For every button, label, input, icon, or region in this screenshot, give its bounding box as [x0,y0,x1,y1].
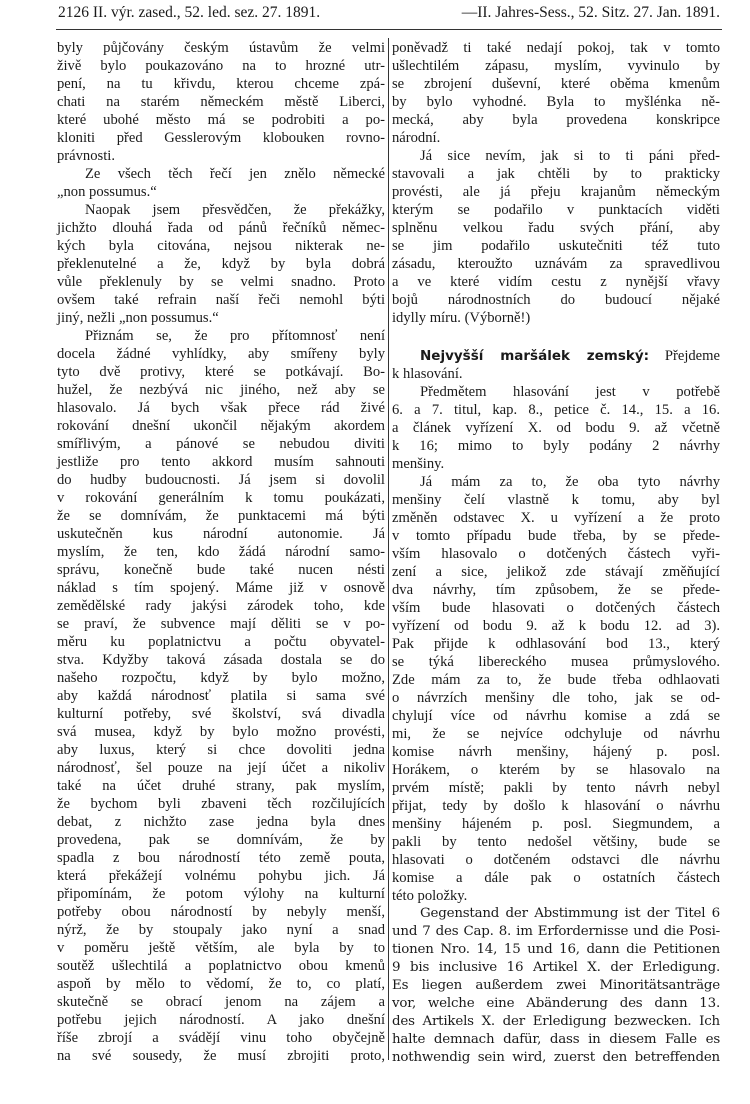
speaker-text: Přejdeme [649,348,720,364]
paragraph-gap [392,327,720,347]
paragraph [392,383,720,473]
text-line: vor, welche eine Abänderung des dann 13. [392,996,720,1011]
text-line: hlasovalo. Já bych však přece rád živé [57,400,385,416]
text-line: kulturní potřeby, své školství, svá divadla [57,706,385,722]
paragraph [392,39,720,147]
text-line: halte demnach dafür, dass in diesem Falle es [392,1032,720,1047]
text-line: které ubohé město má se podrobiti a po- [57,112,385,128]
text-line: této položky. [392,888,468,904]
text-line: menšiny hájeném p. posl. Siegmundem, a [392,816,720,832]
speaker-name: Nejvyšší maršálek zemský: [420,348,650,364]
text-line: kých byla citována, nejsou nikterak ne- [57,238,385,254]
right-column [392,39,720,1067]
text-line: kterým se podařilo v punktacích viděti [392,202,720,218]
text-line: pakli by tento nedošel většiny, bude se [392,834,720,850]
text-line: na své sousedy, že musí zbrojiti proto, [57,1048,385,1064]
text-line: překlenutelné a že, když by byla dobrá [57,256,385,272]
text-line: náklad s tím spojený. Máme již v osnově [57,580,385,596]
paragraph [57,165,385,201]
text-line: Es liegen außerdem zwei Minoritätsanträge [392,978,720,993]
text-line: rokování dnešní ukončil nějakým akordem [57,418,385,434]
text-line: zemědělské rady jakýsi zárodek toho, kde [57,598,385,614]
text-line: aby každá národnosť platila si sama své [57,688,385,704]
text-line: chati na starém německém městě Liberci, [57,94,385,110]
text-line: 6. a 7. titul, kap. 8., petice č. 14., 15. a 16. [392,402,720,418]
text-line: idylly míru. (Výborně!) [392,310,531,326]
text-line: nothwendig sein wird, zuerst den betreffenden [392,1050,720,1065]
text-line: Horákem, o kterém by se hlasovalo na [392,762,720,778]
text-line: se zbrojení duševní, které oběma kmenům [392,76,720,92]
header-german [462,4,720,26]
text-line: menšiny. [392,456,445,472]
text-line: také na účet druhé strany, pak myslím, [57,778,385,794]
text-line: aby luxus, který si chce dovoliti jedna [57,742,385,758]
text-line: Gegenstand der Abstimmung ist der Titel 6 [420,906,720,921]
text-line: komise návrh menšiny, hájený p. posl. [392,744,720,760]
text-line: v poměru ještě větším, ale byla by to [57,940,385,956]
text-line: vyřízení od bodu 9. až k bodu 12. ad 3). [392,618,720,634]
text-line: byly půjčovány českým ústavům že velmi [57,40,385,56]
text-line: Pak přijde k odhlasování bod 13., který [392,636,720,652]
text-line: a článek vyřízení X. od bodu 9. až včetně [392,420,720,436]
paragraph [392,905,720,1067]
text-line: myslím, že ten, kdo žádá národní samo- [57,544,385,560]
text-line: mecká, aby byla provedena konskripce [392,112,720,128]
text-line: tyto dvě protivy, které se potkávají. Bo- [57,364,385,380]
text-line: stavovali a jak chtěli by to prakticky [392,166,720,182]
header-czech-session: II. výr. zased., 52. led. sez. 27. 1891. [92,4,321,21]
header-czech [58,4,320,26]
text-line: se jim podařilo uskutečniti též tuto [392,238,720,254]
text-line: 9 bis inclusive 16 Artikel X. der Erledigung. [392,960,720,975]
text-line: jichžto dlouhá řada od pánů řečníků němec- [57,220,385,236]
text-line: přijat, tedy by došlo k hlasování o návrhu [392,798,720,814]
text-line: mi, že se nejvíce odchyluje od návrhu [392,726,720,742]
text-line: kloniti před Gesslerovým klobouken rovno- [57,130,385,146]
text-line: ovšem také refrain naší řeči nemohl býti [57,292,385,308]
text-line: docela žádné vyhlídky, aby smířeny byly [57,346,385,362]
text-line: že bychom byli zbaveni těch rozčilujících [57,796,385,812]
text-line: soutěž ušlechtilá a poplatnictvo obou kmenů [57,958,385,974]
text-line: nýrž, že by stoupaly jako nyní a snad [57,922,385,938]
text-line: v rokování generálním k tomu poukázati, [57,490,385,506]
text-line: stva. Kdyžby taková zásada dostala se do [57,652,385,668]
text-line: skutečně se obrací jenom na zájem a [57,994,385,1010]
text-line: svá musea, když by bylo možno provésti, [57,724,385,740]
text-line: živě bylo poukazováno na to hrozné utr- [57,58,385,74]
text-line: vším bude hlasovati o dotčených částech [392,600,720,616]
text-line: Ze všech těch řečí jen znělo německé [85,166,385,182]
text-line: vůle překlenuly by se velmi snadno. Proto [57,274,385,290]
text-line: že se domnívám, že punktacemi má býti [57,508,385,524]
text-line: Naopak jsem přesvědčen, že překážky, [85,202,385,218]
text-line: hlasovati o dotčeném odstavci dle návrhu [392,852,720,868]
text-line: ušlechtilém zápasu, myslím, vyvinulo by [392,58,720,74]
text-line: potřeby obou národností by nebyly menší, [57,904,385,920]
paragraph [392,473,720,905]
text-line: poněvadž ti také nedají pokoj, tak v tomto [392,40,720,56]
text-line [392,347,720,365]
text-line: menšiny čelí vlastně k tomu, aby byl [392,492,720,508]
paragraph [57,39,385,165]
text-line: měru ku poplatnictvu a počtu obyvatel- [57,634,385,650]
text-line: se praví, že subvence mají děliti se v po- [57,616,385,632]
text-line: by bylo vyhodné. Byla to myšlénka ně- [392,94,720,110]
text-line: vším hlasovalo o dotčených částech vyři- [392,546,720,562]
paragraph [57,201,385,327]
text-line: Já sice nevím, jak si to ti páni před- [420,148,720,164]
text-line: provésti, ale já přeju krajanům německým [392,184,720,200]
text-line: prvém místě; pakli by tento návrh nebyl [392,780,720,796]
text-line: jiný, nežli „non possumus.“ [57,310,219,326]
paragraph [392,147,720,327]
text-line: jestliže pro tento akkord musím sahnouti [57,454,385,470]
text-line: aspoň by mělo to vědomí, že to, co platí, [57,976,385,992]
text-line: dva návrhy, tím způsobem, že se přede- [392,582,720,598]
text-line: Já mám za to, že oba tyto návrhy [420,474,720,490]
text-line: komise a dále pak o ostatních částech [392,870,720,886]
header-german-session: II. Jahres-Sess., 52. Sitz. 27. Jan. 1891. [477,4,720,21]
text-line: Zde mám za to, že bude třeba odhlaovati [392,672,720,688]
text-line: „non possumus.“ [57,184,157,200]
text-line: připomínám, že potom výlohy na kulturní [57,886,385,902]
text-line: debat, z nichžto zase jedna byla dnes [57,814,385,830]
column-divider [388,38,389,1060]
page-number: 2126 [58,4,89,21]
text-line: provedena, pak se domnívám, že by [57,832,385,848]
text-line: a ve které vidím cestu z nynější vřavy [392,274,720,290]
text-line: do hudby budoucnosti. Já jsem si dovolil [57,472,385,488]
speaker-paragraph [392,347,720,383]
text-line: k hlasování. [392,366,463,382]
text-line: v tomto případu bude třeba, by se přede- [392,528,720,544]
text-line: hužel, že nezbývá nic jiného, než aby se [57,382,385,398]
text-line: právnosti. [57,148,115,164]
text-line: Předmětem hlasování jest v potřebě [420,384,720,400]
text-line: tionen Nro. 14, 15 und 16, dann die Petitionen [392,942,720,957]
text-line: chylují více od návrhu komise a zdá se [392,708,720,724]
text-line: se týká libereckého musea průmyslového. [392,654,720,670]
text-line: Přiznám se, že pro přítomnosť není [85,328,385,344]
text-line: změněn odstavec X. u vyřízení a že proto [392,510,720,526]
text-line: bojů národnostních do budoucí nějaké [392,292,720,308]
header-separator: — [461,4,478,21]
text-line: k 16; mimo to byly podány 2 návrhy [392,438,720,454]
paragraph [57,327,385,1065]
text-line: která překážejí volnému pohybu jich. Já [57,868,385,884]
text-line: potřebu jejich národností. A jako dnešní [57,1012,385,1028]
text-line: splněnu velkou řadu svých přání, aby [392,220,720,236]
text-line: des Artikels X. der Erledigung bezwecken. Ich [392,1014,720,1029]
text-line: uskutečněn kus národní autonomie. Já [57,526,385,542]
text-line: našeho rozpočtu, když by bylo možno, [57,670,385,686]
text-line: národnosť, šel pouze na její účet a nikoliv [57,760,385,776]
header-rule [56,29,722,30]
text-line: říše zbrojí a svádějí vinu toho obyčejně [57,1030,385,1046]
left-column [57,39,385,1065]
text-line: pení, na tu křivdu, kterou chceme zpá- [57,76,385,92]
text-line: und 7 des Cap. 8. im Erfordernisse und die Posi- [392,924,720,939]
text-line: správu, konečně bude také nucen nésti [57,562,385,578]
text-line: spadla z bou národností této země pouta, [57,850,385,866]
text-line: zení a sice, jelikož zde stávají změňující [392,564,720,580]
text-line: o návrzích menšiny dle toho, jak se od- [392,690,720,706]
text-line: národní. [392,130,441,146]
text-line: smířlivým, a pánové se nebudou diviti [57,436,385,452]
text-line: zásadu, kteroužto uznávám za spravedlivou [392,256,720,272]
running-header [58,4,720,26]
